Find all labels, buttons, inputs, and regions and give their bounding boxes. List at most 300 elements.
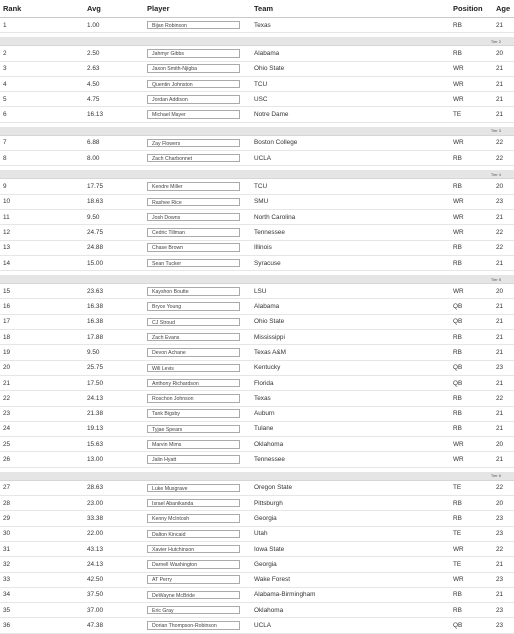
team-header[interactable]: Team xyxy=(251,0,450,18)
rank-cell: 14 xyxy=(0,255,84,270)
rank-cell: 6 xyxy=(0,107,84,122)
rank-cell: 10 xyxy=(0,194,84,209)
age-cell: 23 xyxy=(493,603,514,618)
position-cell: WR xyxy=(450,194,493,209)
rank-cell: 24 xyxy=(0,421,84,436)
player-cell xyxy=(144,587,251,602)
table-row xyxy=(0,92,514,107)
position-cell: RB xyxy=(450,511,493,526)
player-cell xyxy=(144,284,251,299)
table-row xyxy=(0,209,514,224)
player-name-field[interactable]: Xavier Hutchinson xyxy=(147,545,240,554)
avg-cell: 21.38 xyxy=(84,406,144,421)
table-row xyxy=(0,480,514,495)
avg-cell: 17.50 xyxy=(84,375,144,390)
team-cell: Alabama xyxy=(251,299,450,314)
rank-cell: 26 xyxy=(0,452,84,467)
table-row xyxy=(0,151,514,166)
player-cell xyxy=(144,526,251,541)
age-cell: 23 xyxy=(493,360,514,375)
player-name-field[interactable]: Kayshon Boutte xyxy=(147,287,240,296)
team-cell: UCLA xyxy=(251,151,450,166)
age-cell: 21 xyxy=(493,330,514,345)
position-cell: WR xyxy=(450,92,493,107)
table-row xyxy=(0,603,514,618)
player-name-field[interactable]: Sean Tucker xyxy=(147,259,240,268)
avg-header[interactable]: Avg xyxy=(84,0,144,18)
player-cell xyxy=(144,46,251,61)
player-cell xyxy=(144,572,251,587)
player-name-field[interactable]: Zach Charbonnet xyxy=(147,154,240,163)
player-header[interactable]: Player xyxy=(144,0,251,18)
player-cell xyxy=(144,557,251,572)
player-name-field[interactable]: Jalin Hyatt xyxy=(147,455,240,464)
team-cell: Boston College xyxy=(251,135,450,150)
rank-cell: 16 xyxy=(0,299,84,314)
player-name-field[interactable]: Will Levis xyxy=(147,364,240,373)
table-row xyxy=(0,541,514,556)
avg-cell: 16.13 xyxy=(84,107,144,122)
player-cell xyxy=(144,151,251,166)
avg-cell: 13.00 xyxy=(84,452,144,467)
position-cell: WR xyxy=(450,541,493,556)
player-cell xyxy=(144,421,251,436)
age-cell: 20 xyxy=(493,284,514,299)
player-cell xyxy=(144,437,251,452)
age-cell: 21 xyxy=(493,209,514,224)
table-row xyxy=(0,557,514,572)
table-row xyxy=(0,255,514,270)
rank-cell: 32 xyxy=(0,557,84,572)
player-name-field[interactable]: CJ Stroud xyxy=(147,318,240,327)
table-row xyxy=(0,421,514,436)
position-cell: RB xyxy=(450,240,493,255)
player-name-field[interactable]: Israel Abanikanda xyxy=(147,499,240,508)
table-row xyxy=(0,61,514,76)
team-cell: Utah xyxy=(251,526,450,541)
team-cell: Florida xyxy=(251,375,450,390)
avg-cell: 23.00 xyxy=(84,496,144,511)
table-row xyxy=(0,496,514,511)
player-name-field[interactable]: Roschon Johnson xyxy=(147,394,240,403)
player-cell xyxy=(144,255,251,270)
table-row xyxy=(0,225,514,240)
player-cell xyxy=(144,18,251,33)
position-cell: RB xyxy=(450,255,493,270)
rank-cell: 20 xyxy=(0,360,84,375)
tier-label: Tier 6 xyxy=(0,472,514,481)
avg-cell: 28.63 xyxy=(84,480,144,495)
team-cell: Oklahoma xyxy=(251,437,450,452)
rank-cell: 34 xyxy=(0,587,84,602)
team-cell: Texas A&M xyxy=(251,345,450,360)
age-cell: 23 xyxy=(493,526,514,541)
rank-cell: 22 xyxy=(0,391,84,406)
avg-cell: 19.13 xyxy=(84,421,144,436)
player-cell xyxy=(144,299,251,314)
position-cell: RB xyxy=(450,391,493,406)
rank-cell: 8 xyxy=(0,151,84,166)
position-cell: QB xyxy=(450,314,493,329)
table-row xyxy=(0,360,514,375)
player-cell xyxy=(144,391,251,406)
player-cell xyxy=(144,92,251,107)
position-cell: WR xyxy=(450,452,493,467)
team-cell: Wake Forest xyxy=(251,572,450,587)
position-cell: TE xyxy=(450,526,493,541)
table-row xyxy=(0,18,514,33)
age-header[interactable]: Age xyxy=(493,0,514,18)
age-cell: 21 xyxy=(493,61,514,76)
player-name-field[interactable]: Dorian Thompson-Robinson xyxy=(147,621,240,630)
player-name-field[interactable]: Chase Brown xyxy=(147,243,240,252)
table-row xyxy=(0,330,514,345)
player-name-field[interactable]: Zach Evans xyxy=(147,333,240,342)
avg-cell: 4.50 xyxy=(84,76,144,91)
table-row xyxy=(0,240,514,255)
header-row xyxy=(0,0,514,18)
rank-cell: 17 xyxy=(0,314,84,329)
age-cell: 22 xyxy=(493,480,514,495)
rank-cell: 7 xyxy=(0,135,84,150)
age-cell: 21 xyxy=(493,406,514,421)
team-cell: UCLA xyxy=(251,618,450,633)
position-cell: RB xyxy=(450,496,493,511)
team-cell: Georgia xyxy=(251,557,450,572)
rankings-body xyxy=(0,18,514,634)
player-name-field[interactable]: Luke Musgrave xyxy=(147,484,240,493)
team-cell: Kentucky xyxy=(251,360,450,375)
age-cell: 21 xyxy=(493,107,514,122)
age-cell: 22 xyxy=(493,541,514,556)
player-name-field[interactable]: Cedric Tillman xyxy=(147,228,240,237)
player-cell xyxy=(144,209,251,224)
team-cell: Texas xyxy=(251,391,450,406)
age-cell: 21 xyxy=(493,255,514,270)
table-row xyxy=(0,194,514,209)
team-cell: Notre Dame xyxy=(251,107,450,122)
team-cell: TCU xyxy=(251,179,450,194)
position-cell: RB xyxy=(450,345,493,360)
table-row xyxy=(0,107,514,122)
table-row xyxy=(0,375,514,390)
team-cell: SMU xyxy=(251,194,450,209)
rank-cell: 11 xyxy=(0,209,84,224)
player-name-field[interactable]: Quentin Johnston xyxy=(147,80,240,89)
tier-label: Tier 5 xyxy=(0,275,514,284)
position-cell: RB xyxy=(450,587,493,602)
table-row xyxy=(0,587,514,602)
age-cell: 21 xyxy=(493,314,514,329)
player-cell xyxy=(144,240,251,255)
position-cell: QB xyxy=(450,299,493,314)
rank-cell: 13 xyxy=(0,240,84,255)
position-cell: WR xyxy=(450,437,493,452)
table-row xyxy=(0,76,514,91)
team-cell: Syracuse xyxy=(251,255,450,270)
position-cell: WR xyxy=(450,61,493,76)
avg-cell: 2.50 xyxy=(84,46,144,61)
rank-cell: 12 xyxy=(0,225,84,240)
table-row xyxy=(0,452,514,467)
player-cell xyxy=(144,314,251,329)
player-cell xyxy=(144,406,251,421)
player-name-field[interactable]: Bijan Robinson xyxy=(147,21,240,30)
age-cell: 22 xyxy=(493,135,514,150)
table-row xyxy=(0,572,514,587)
avg-cell: 23.63 xyxy=(84,284,144,299)
position-cell: RB xyxy=(450,46,493,61)
rank-cell: 33 xyxy=(0,572,84,587)
avg-cell: 24.13 xyxy=(84,391,144,406)
rank-cell: 29 xyxy=(0,511,84,526)
table-row xyxy=(0,618,514,633)
player-name-field[interactable]: Michael Mayer xyxy=(147,110,240,119)
tier-row xyxy=(0,472,514,481)
team-cell: North Carolina xyxy=(251,209,450,224)
avg-cell: 17.88 xyxy=(84,330,144,345)
player-cell xyxy=(144,135,251,150)
avg-cell: 25.75 xyxy=(84,360,144,375)
rank-cell: 2 xyxy=(0,46,84,61)
avg-cell: 43.13 xyxy=(84,541,144,556)
avg-cell: 2.63 xyxy=(84,61,144,76)
age-cell: 21 xyxy=(493,76,514,91)
position-cell: RB xyxy=(450,406,493,421)
avg-cell: 42.50 xyxy=(84,572,144,587)
table-row xyxy=(0,345,514,360)
player-cell xyxy=(144,496,251,511)
player-name-field[interactable]: AT Perry xyxy=(147,575,240,584)
avg-cell: 37.50 xyxy=(84,587,144,602)
age-cell: 20 xyxy=(493,179,514,194)
player-name-field[interactable]: Rashee Rice xyxy=(147,198,240,207)
rank-cell: 28 xyxy=(0,496,84,511)
team-cell: Pittsburgh xyxy=(251,496,450,511)
age-cell: 21 xyxy=(493,421,514,436)
age-cell: 22 xyxy=(493,391,514,406)
rank-cell: 15 xyxy=(0,284,84,299)
avg-cell: 22.00 xyxy=(84,526,144,541)
team-cell: Mississippi xyxy=(251,330,450,345)
player-cell xyxy=(144,76,251,91)
team-cell: Alabama-Birmingham xyxy=(251,587,450,602)
player-name-field[interactable]: Kendre Miller xyxy=(147,182,240,191)
player-name-field[interactable]: Eric Gray xyxy=(147,606,240,615)
avg-cell: 16.38 xyxy=(84,299,144,314)
position-cell: QB xyxy=(450,618,493,633)
table-row xyxy=(0,391,514,406)
team-cell: LSU xyxy=(251,284,450,299)
position-cell: WR xyxy=(450,135,493,150)
position-cell: RB xyxy=(450,421,493,436)
table-row xyxy=(0,179,514,194)
rank-header[interactable]: Rank xyxy=(0,0,84,18)
team-cell: Tulane xyxy=(251,421,450,436)
rank-cell: 23 xyxy=(0,406,84,421)
age-cell: 20 xyxy=(493,496,514,511)
player-name-field[interactable]: Dalton Kincaid xyxy=(147,530,240,539)
rank-cell: 18 xyxy=(0,330,84,345)
position-cell: RB xyxy=(450,18,493,33)
team-cell: Alabama xyxy=(251,46,450,61)
rank-cell: 3 xyxy=(0,61,84,76)
avg-cell: 15.00 xyxy=(84,255,144,270)
age-cell: 22 xyxy=(493,240,514,255)
player-name-field[interactable]: DeWayne McBride xyxy=(147,591,240,600)
player-name-field[interactable]: Jaxon Smith-Njigba xyxy=(147,64,240,73)
table-row xyxy=(0,314,514,329)
avg-cell: 1.00 xyxy=(84,18,144,33)
position-cell: RB xyxy=(450,179,493,194)
age-cell: 21 xyxy=(493,557,514,572)
age-cell: 23 xyxy=(493,511,514,526)
rank-cell: 19 xyxy=(0,345,84,360)
age-cell: 21 xyxy=(493,452,514,467)
rank-cell: 36 xyxy=(0,618,84,633)
rank-cell: 27 xyxy=(0,480,84,495)
age-cell: 21 xyxy=(493,92,514,107)
team-cell: Ohio State xyxy=(251,314,450,329)
player-cell xyxy=(144,511,251,526)
rank-cell: 25 xyxy=(0,437,84,452)
age-cell: 23 xyxy=(493,618,514,633)
position-cell: TE xyxy=(450,107,493,122)
player-name-field[interactable]: Bryce Young xyxy=(147,302,240,311)
tier-row xyxy=(0,37,514,46)
avg-cell: 24.75 xyxy=(84,225,144,240)
table-row xyxy=(0,526,514,541)
player-cell xyxy=(144,603,251,618)
avg-cell: 4.75 xyxy=(84,92,144,107)
rank-cell: 5 xyxy=(0,92,84,107)
tier-row xyxy=(0,275,514,284)
player-name-field[interactable]: Zay Flowers xyxy=(147,139,240,148)
age-cell: 21 xyxy=(493,299,514,314)
player-cell xyxy=(144,452,251,467)
table-row xyxy=(0,437,514,452)
age-cell: 21 xyxy=(493,18,514,33)
age-cell: 21 xyxy=(493,375,514,390)
position-cell: RB xyxy=(450,603,493,618)
position-cell: WR xyxy=(450,209,493,224)
team-cell: Illinois xyxy=(251,240,450,255)
position-cell: TE xyxy=(450,557,493,572)
avg-cell: 17.75 xyxy=(84,179,144,194)
position-cell: WR xyxy=(450,572,493,587)
team-cell: Auburn xyxy=(251,406,450,421)
team-cell: Tennessee xyxy=(251,452,450,467)
age-cell: 20 xyxy=(493,437,514,452)
player-name-field[interactable]: Devon Achane xyxy=(147,348,240,357)
position-cell: WR xyxy=(450,284,493,299)
avg-cell: 9.50 xyxy=(84,345,144,360)
player-name-field[interactable]: Anthony Richardson xyxy=(147,379,240,388)
player-name-field[interactable]: Tank Bigsby xyxy=(147,409,240,418)
age-cell: 22 xyxy=(493,151,514,166)
rank-cell: 30 xyxy=(0,526,84,541)
age-cell: 22 xyxy=(493,225,514,240)
player-cell xyxy=(144,225,251,240)
avg-cell: 8.00 xyxy=(84,151,144,166)
player-cell xyxy=(144,179,251,194)
team-cell: Oregon State xyxy=(251,480,450,495)
position-cell: RB xyxy=(450,330,493,345)
age-cell: 20 xyxy=(493,46,514,61)
position-cell: RB xyxy=(450,151,493,166)
team-cell: USC xyxy=(251,92,450,107)
table-row xyxy=(0,46,514,61)
team-cell: TCU xyxy=(251,76,450,91)
player-cell xyxy=(144,375,251,390)
avg-cell: 24.88 xyxy=(84,240,144,255)
player-name-field[interactable]: Darnell Washington xyxy=(147,560,240,569)
table-row xyxy=(0,299,514,314)
rank-cell: 35 xyxy=(0,603,84,618)
player-cell xyxy=(144,480,251,495)
age-cell: 23 xyxy=(493,194,514,209)
rank-cell: 1 xyxy=(0,18,84,33)
position-cell: QB xyxy=(450,375,493,390)
table-row xyxy=(0,406,514,421)
avg-cell: 33.38 xyxy=(84,511,144,526)
tier-label: Tier 3 xyxy=(0,127,514,136)
avg-cell: 9.50 xyxy=(84,209,144,224)
rank-cell: 9 xyxy=(0,179,84,194)
player-cell xyxy=(144,541,251,556)
player-cell xyxy=(144,345,251,360)
tier-row xyxy=(0,170,514,179)
avg-cell: 37.00 xyxy=(84,603,144,618)
player-name-field[interactable]: Marvin Mims xyxy=(147,440,240,449)
team-cell: Ohio State xyxy=(251,61,450,76)
avg-cell: 15.63 xyxy=(84,437,144,452)
table-row xyxy=(0,135,514,150)
rank-cell: 4 xyxy=(0,76,84,91)
table-row xyxy=(0,511,514,526)
player-cell xyxy=(144,618,251,633)
team-cell: Georgia xyxy=(251,511,450,526)
team-cell: Texas xyxy=(251,18,450,33)
player-name-field[interactable]: Jahmyr Gibbs xyxy=(147,49,240,58)
player-name-field[interactable]: Tyjae Spears xyxy=(147,425,240,434)
team-cell: Tennessee xyxy=(251,225,450,240)
position-cell: WR xyxy=(450,76,493,91)
player-cell xyxy=(144,107,251,122)
team-cell: Oklahoma xyxy=(251,603,450,618)
player-name-field[interactable]: Kenny McIntosh xyxy=(147,514,240,523)
player-name-field[interactable]: Jordan Addison xyxy=(147,95,240,104)
age-cell: 23 xyxy=(493,572,514,587)
player-cell xyxy=(144,194,251,209)
position-cell: QB xyxy=(450,360,493,375)
avg-cell: 6.88 xyxy=(84,135,144,150)
age-cell: 21 xyxy=(493,587,514,602)
tier-label: Tier 2 xyxy=(0,37,514,46)
tier-label: Tier 4 xyxy=(0,170,514,179)
avg-cell: 47.38 xyxy=(84,618,144,633)
avg-cell: 16.38 xyxy=(84,314,144,329)
position-cell: WR xyxy=(450,225,493,240)
player-cell xyxy=(144,61,251,76)
player-cell xyxy=(144,330,251,345)
player-name-field[interactable]: Josh Downs xyxy=(147,213,240,222)
player-cell xyxy=(144,360,251,375)
tier-row xyxy=(0,127,514,136)
age-cell: 21 xyxy=(493,345,514,360)
position-header[interactable]: Position xyxy=(450,0,493,18)
table-row xyxy=(0,284,514,299)
